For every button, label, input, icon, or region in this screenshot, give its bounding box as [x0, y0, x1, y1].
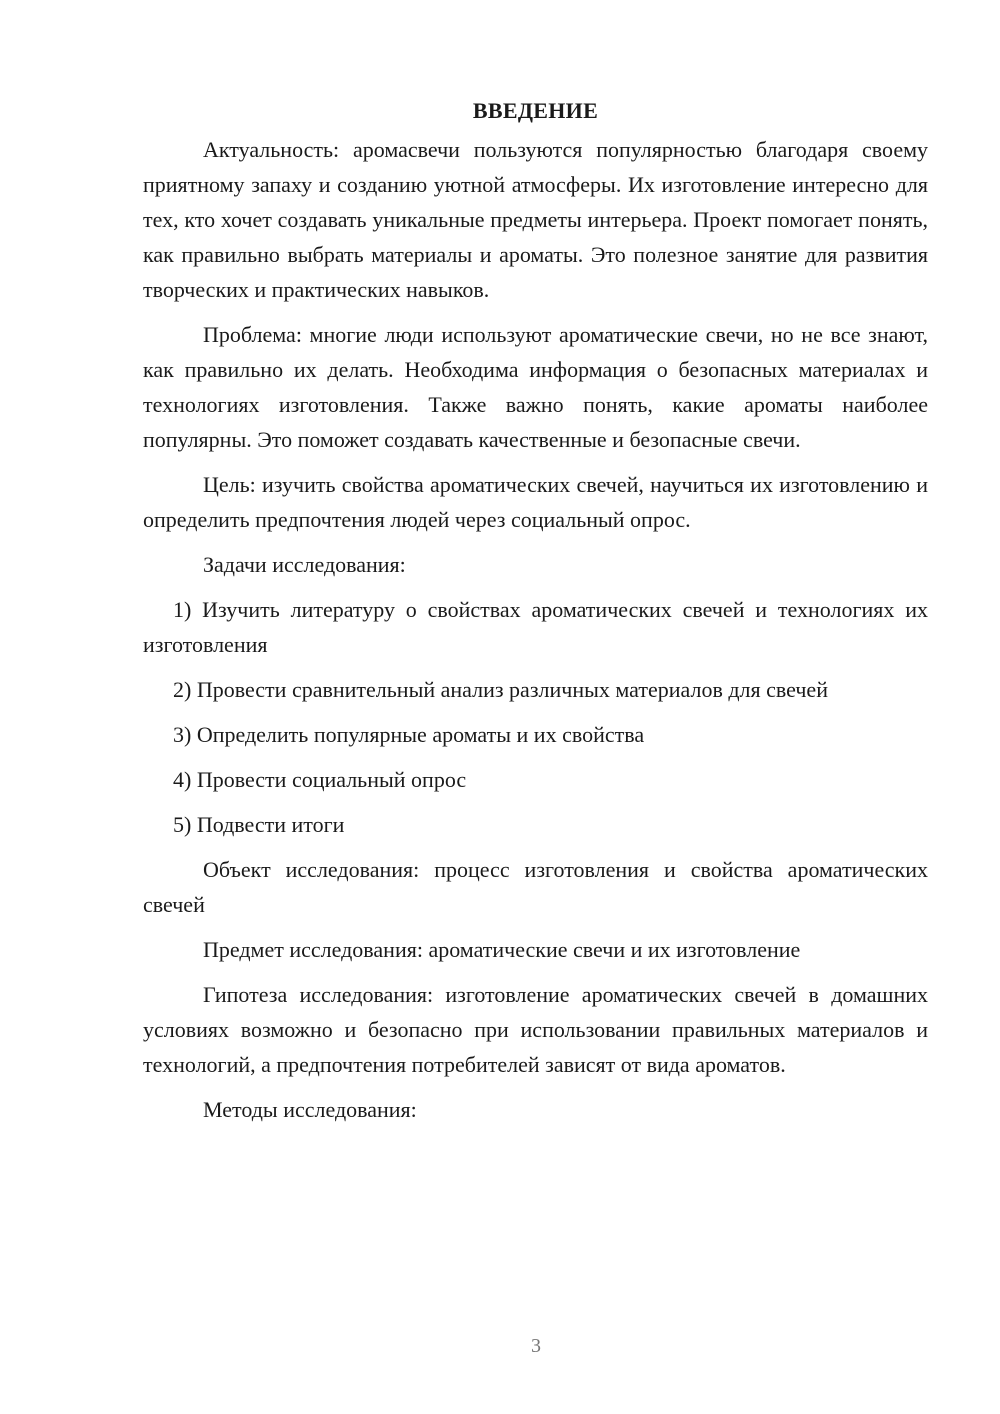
page-number: 3 [531, 1335, 541, 1357]
task-item-5: 5) Подвести итоги [173, 812, 345, 837]
tasks-heading: Задачи исследования: [203, 552, 406, 577]
document-page [143, 96, 928, 1137]
task-item-2: 2) Провести сравнительный анализ различных материалов для свечей [173, 677, 828, 702]
paragraph-object: Объект исследования: процесс изготовления и свойства ароматических свечей [143, 857, 928, 917]
page-title: ВВЕДЕНИЕ [472, 98, 599, 123]
paragraph-relevance: Актуальность: аромасвечи пользуются популярностью благодаря своему приятному запаху и созданию уютной атмосферы. Их изготовление интересно для тех, кто хочет создавать уникальные предметы интерьера. Проект помогает понять, как правильно выбрать материалы и ароматы. Это полезное занятие для развития творческих и практических навыков. [143, 137, 928, 302]
paragraph-goal: Цель: изучить свойства ароматических свечей, научиться их изготовлению и определить предпочтения людей через социальный опрос. [143, 472, 928, 532]
task-item-4: 4) Провести социальный опрос [173, 767, 467, 792]
methods-heading: Методы исследования: [203, 1097, 417, 1122]
paragraph-subject: Предмет исследования: ароматические свечи и их изготовление [203, 937, 801, 962]
paragraph-hypothesis: Гипотеза исследования: изготовление ароматических свечей в домашних условиях возможно и безопасно при использовании правильных материалов и технологий, а предпочтения потребителей зависят от вида ароматов. [143, 982, 928, 1077]
task-item-1: 1) Изучить литературу о свойствах ароматических свечей и технологиях их изготовления [143, 597, 928, 657]
paragraph-problem: Проблема: многие люди используют ароматические свечи, но не все знают, как правильно их делать. Необходима информация о безопасных материалах и технологиях изготовления. Также важно понять, какие ароматы наиболее популярны. Это поможет создавать качественные и безопасные свечи. [143, 322, 928, 452]
task-item-3: 3) Определить популярные ароматы и их свойства [173, 722, 645, 747]
